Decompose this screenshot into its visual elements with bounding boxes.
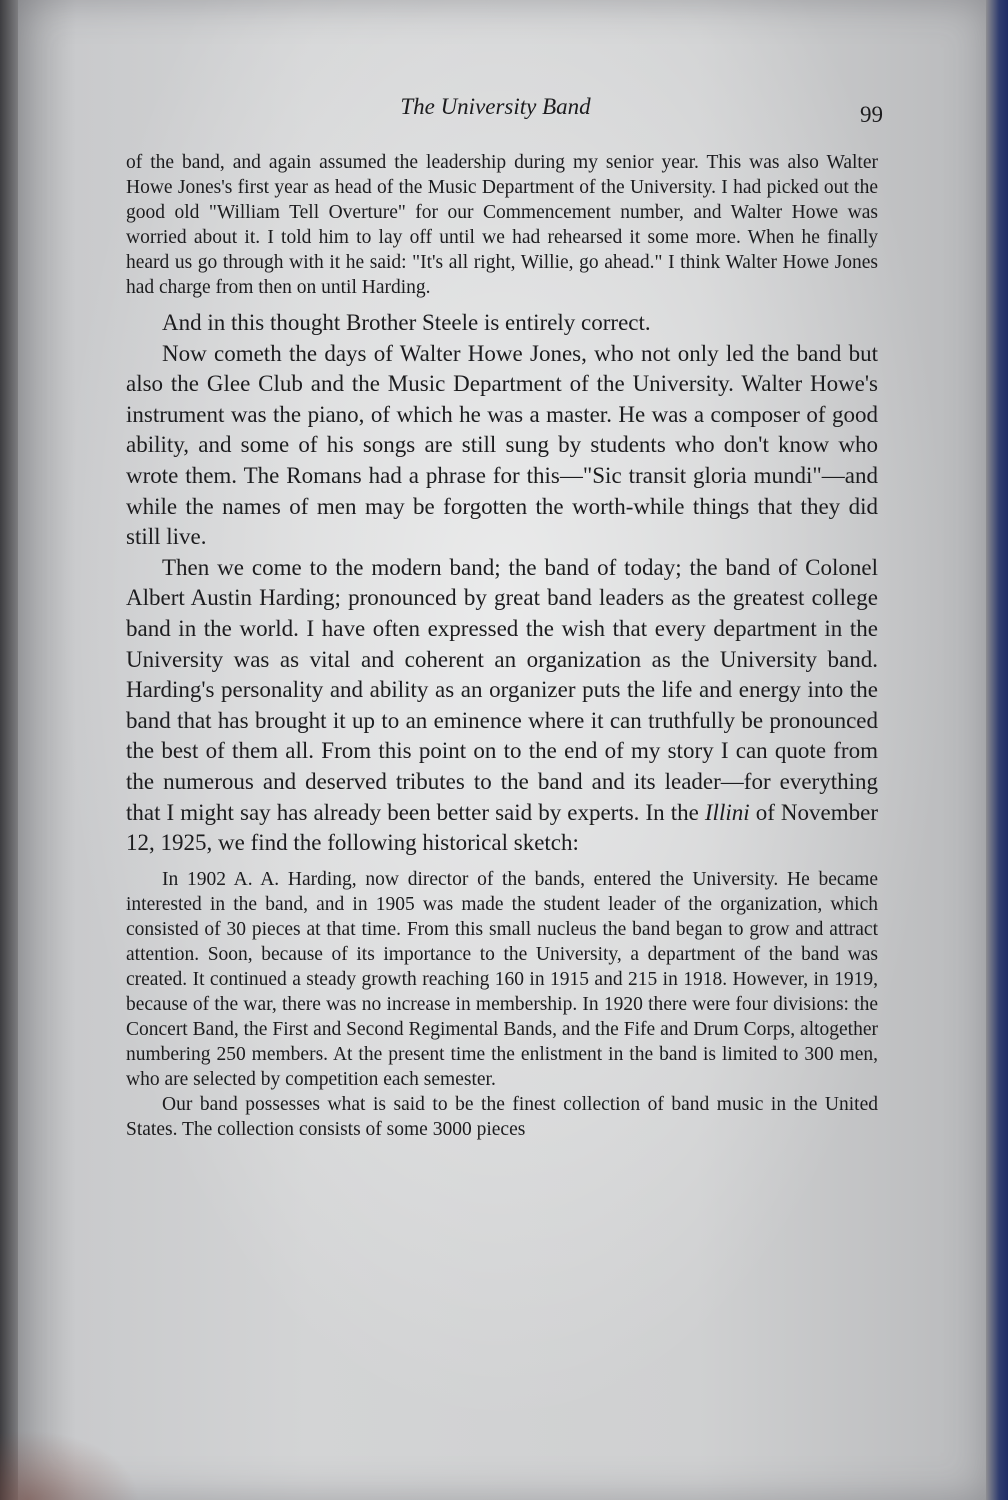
running-head: The University Band <box>400 94 591 119</box>
book-cover-edge <box>986 0 1008 1500</box>
page-header <box>108 88 883 128</box>
paragraph-modern-band-tail: of November 12, 1925, we find the following historical sketch: <box>126 799 878 856</box>
paragraph-brother-steele: And in this thought Brother Steele is entirely correct. <box>162 310 651 335</box>
paragraph-modern-band-text: Then we come to the modern band; the band of today; the band of Colonel Albert Austin Harding; pronounced by great band leaders as the greatest college band in the world. I have often expressed the wish that every department in the University was as vital and coherent an organization as the University band. Harding's personality and ability as an organizer puts the life and energy into the band that has brought it up to an eminence where it can truthfully be pronounced the best of them all. From this point on to the end of my story I can quote from the numerous and deserved tributes to the band and its leader—for everything that I might say has already been better said by experts. In the <box>126 554 878 825</box>
quoted-band-collection: Our band possesses what is said to be the finest collection of band music in the United States. The collection consists of some 3000 pieces <box>126 1093 878 1140</box>
quoted-paragraph-continued: of the band, and again assumed the leadership during my senior year. This was also Walter Howe Jones's first year as head of the Music Department of the University. I had picked out the good old "William Tell Overture" for our Commencement number, and Walter Howe was worried about it. I told him to lay off until we had rehearsed it some more. When he finally heard us go through with it he said: "It's all right, Willie, go ahead." I think Walter Howe Jones had charge from then on until Harding. <box>126 152 878 298</box>
paragraph-modern-band <box>126 553 878 859</box>
quoted-historical-sketch: In 1902 A. A. Harding, now director of the bands, entered the University. He became interested in the band, and in 1905 was made the student leader of the organization, which consisted of 30 pieces at that time. From this small nucleus the band began to grow and attract attention. Soon, because of its importance to the University, a department of the band was created. It continued a steady growth reaching 160 in 1915 and 215 in 1918. However, in 1919, because of the war, there was no increase in membership. In 1920 there were four divisions: the Concert Band, the First and Second Regimental Bands, and the Fife and Drum Corps, altogether numbering 250 members. At the present time the enlistment in the band is limited to 300 men, who are selected by competition each semester. <box>126 868 878 1090</box>
finger-shadow <box>0 1430 140 1500</box>
body-text <box>126 150 878 1142</box>
paragraph-walter-howe-jones: Now cometh the days of Walter Howe Jones, who not only led the band but also the Glee Club and the Music Department of the University. Walter Howe's instrument was the piano, of which he was a master. He was a composer of good ability, and some of his songs are still sung by students who don't know who wrote them. The Romans had a phrase for this—"Sic transit gloria mundi"—and while the names of men may be forgotten the worth-while things that they did still live. <box>126 340 878 550</box>
page-number: 99 <box>860 102 883 127</box>
book-page <box>18 0 988 1500</box>
illini-title: Illini <box>704 799 750 825</box>
